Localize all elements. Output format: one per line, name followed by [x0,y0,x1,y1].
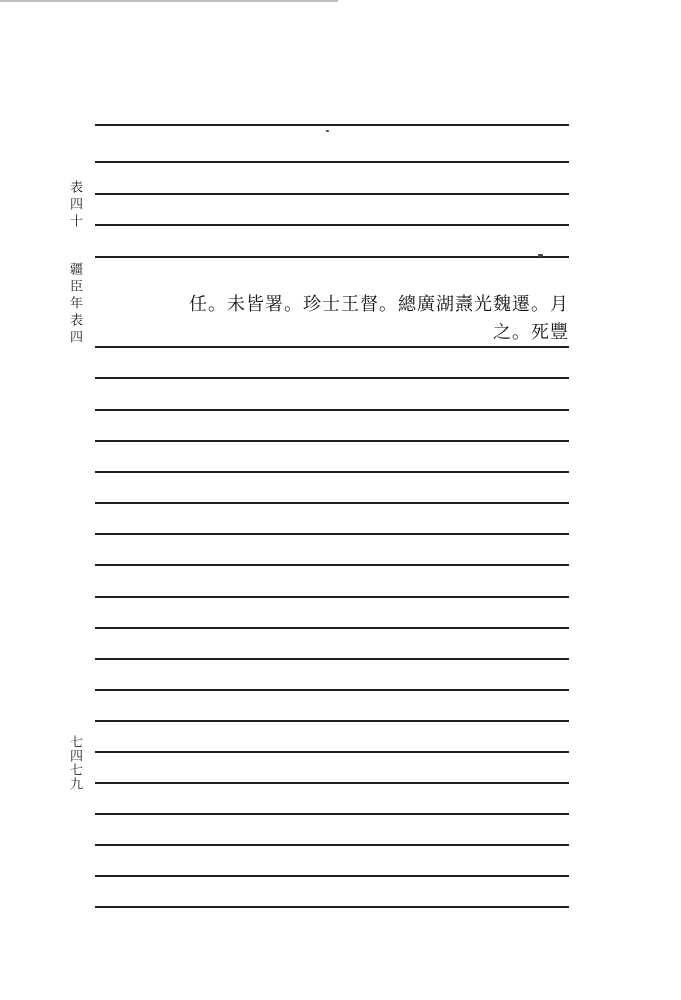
ruled-line [95,471,569,473]
ruled-line [95,875,569,877]
ruled-line [95,256,569,258]
ruled-line [95,596,569,598]
ruled-line [95,813,569,815]
ink-speck [326,130,329,132]
ruled-line [95,377,569,379]
ruled-line [95,533,569,535]
ruled-line [95,844,569,846]
table-subtitle: 疆臣年表四 [67,262,82,347]
ruled-line [95,224,569,226]
entry-line-1: 任。未皆署。珍士王督。總廣湖燾光魏遷。月 [189,294,569,315]
ruled-line [95,409,569,411]
ruled-line [95,161,569,163]
page-number: 七四七九 [67,735,82,791]
ruled-line [95,440,569,442]
entry-line-2: 之。死豐 [493,322,569,343]
ruled-line [95,124,569,126]
ruled-line [95,720,569,722]
ruled-line [95,627,569,629]
ruled-lines [95,0,569,1000]
ruled-line [95,906,569,908]
ruled-line [95,782,569,784]
ruled-line [95,658,569,660]
entry-band [95,272,569,346]
ink-speck [538,254,543,257]
ruled-line [95,564,569,566]
ruled-line [95,502,569,504]
ruled-line [95,751,569,753]
ruled-line [95,193,569,195]
ruled-line [95,689,569,691]
table-title: 表四十 [67,180,82,231]
ruled-line [95,346,569,348]
